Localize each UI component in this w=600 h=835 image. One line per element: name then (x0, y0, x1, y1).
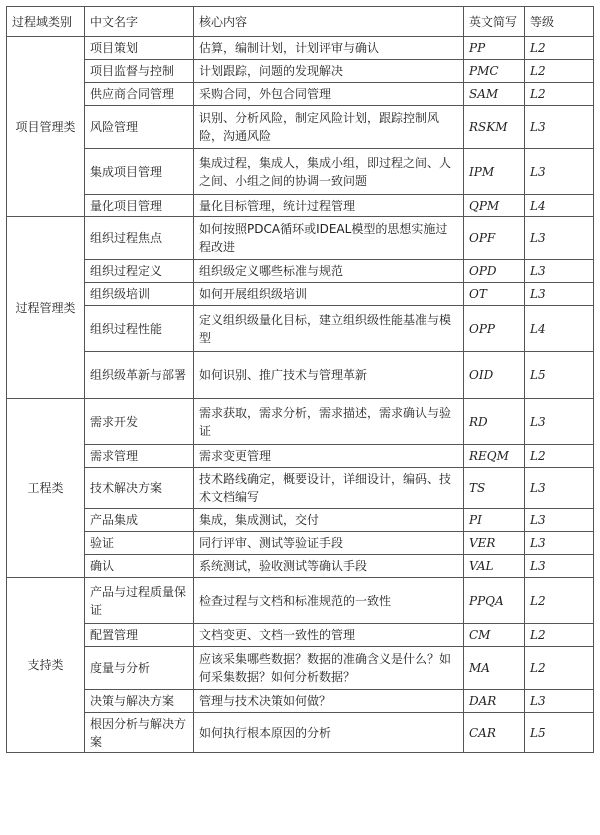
table-row (7, 690, 594, 713)
abbr-cell: MA (464, 647, 525, 690)
header-category: 过程域类别 (7, 7, 85, 37)
header-content: 核心内容 (194, 7, 464, 37)
table-row (7, 578, 594, 624)
content-cell: 如何执行根本原因的分析 (194, 713, 464, 753)
table-row (7, 532, 594, 555)
content-cell: 同行评审、测试等验证手段 (194, 532, 464, 555)
abbr-cell: TS (464, 468, 525, 509)
name-cell: 项目策划 (85, 37, 194, 60)
abbr-cell: OT (464, 283, 525, 306)
table-row (7, 37, 594, 60)
level-cell: L4 (525, 195, 594, 217)
level-cell: L2 (525, 445, 594, 468)
table-row (7, 713, 594, 753)
header-level: 等级 (525, 7, 594, 37)
name-cell: 风险管理 (85, 106, 194, 149)
category-cell: 项目管理类 (7, 37, 85, 217)
content-cell: 集成，集成测试，交付 (194, 509, 464, 532)
abbr-cell: PMC (464, 60, 525, 83)
table-row (7, 445, 594, 468)
level-cell: L3 (525, 555, 594, 578)
table-row (7, 555, 594, 578)
level-cell: L3 (525, 217, 594, 260)
table-row (7, 399, 594, 445)
level-cell: L3 (525, 399, 594, 445)
content-cell: 需求变更管理 (194, 445, 464, 468)
abbr-cell: IPM (464, 149, 525, 195)
abbr-cell: OPF (464, 217, 525, 260)
level-cell: L3 (525, 260, 594, 283)
abbr-cell: CM (464, 624, 525, 647)
abbr-cell: QPM (464, 195, 525, 217)
content-cell: 计划跟踪，问题的发现解决 (194, 60, 464, 83)
name-cell: 组织过程性能 (85, 306, 194, 352)
content-cell: 管理与技术决策如何做？ (194, 690, 464, 713)
name-cell: 需求开发 (85, 399, 194, 445)
abbr-cell: VAL (464, 555, 525, 578)
name-cell: 组织过程定义 (85, 260, 194, 283)
header-abbr: 英文简写 (464, 7, 525, 37)
header-row (7, 7, 594, 37)
abbr-cell: OID (464, 352, 525, 399)
level-cell: L3 (525, 532, 594, 555)
abbr-cell: RSKM (464, 106, 525, 149)
level-cell: L3 (525, 106, 594, 149)
level-cell: L3 (525, 468, 594, 509)
content-cell: 文档变更、文档一致性的管理 (194, 624, 464, 647)
level-cell: L2 (525, 83, 594, 106)
level-cell: L2 (525, 624, 594, 647)
level-cell: L2 (525, 578, 594, 624)
level-cell: L3 (525, 283, 594, 306)
name-cell: 集成项目管理 (85, 149, 194, 195)
level-cell: L2 (525, 37, 594, 60)
table-row (7, 624, 594, 647)
abbr-cell: CAR (464, 713, 525, 753)
category-cell: 工程类 (7, 399, 85, 578)
content-cell: 技术路线确定，概要设计，详细设计，编码、技术文档编写 (194, 468, 464, 509)
table-row (7, 149, 594, 195)
name-cell: 需求管理 (85, 445, 194, 468)
name-cell: 量化项目管理 (85, 195, 194, 217)
category-cell: 过程管理类 (7, 217, 85, 399)
content-cell: 需求获取，需求分析，需求描述，需求确认与验证 (194, 399, 464, 445)
content-cell: 量化目标管理，统计过程管理 (194, 195, 464, 217)
abbr-cell: SAM (464, 83, 525, 106)
content-cell: 如何开展组织级培训 (194, 283, 464, 306)
name-cell: 配置管理 (85, 624, 194, 647)
name-cell: 供应商合同管理 (85, 83, 194, 106)
table-row (7, 306, 594, 352)
level-cell: L3 (525, 149, 594, 195)
abbr-cell: VER (464, 532, 525, 555)
table-row (7, 283, 594, 306)
content-cell: 采购合同，外包合同管理 (194, 83, 464, 106)
name-cell: 组织级培训 (85, 283, 194, 306)
table-row (7, 217, 594, 260)
content-cell: 如何识别、推广技术与管理革新 (194, 352, 464, 399)
level-cell: L5 (525, 352, 594, 399)
name-cell: 验证 (85, 532, 194, 555)
content-cell: 识别、分析风险，制定风险计划，跟踪控制风险，沟通风险 (194, 106, 464, 149)
name-cell: 度量与分析 (85, 647, 194, 690)
level-cell: L3 (525, 690, 594, 713)
table-row (7, 352, 594, 399)
content-cell: 系统测试，验收测试等确认手段 (194, 555, 464, 578)
abbr-cell: OPD (464, 260, 525, 283)
abbr-cell: REQM (464, 445, 525, 468)
abbr-cell: DAR (464, 690, 525, 713)
name-cell: 项目监督与控制 (85, 60, 194, 83)
content-cell: 检查过程与文档和标准规范的一致性 (194, 578, 464, 624)
content-cell: 集成过程，集成人，集成小组，即过程之间、人之间、小组之间的协调一致问题 (194, 149, 464, 195)
abbr-cell: RD (464, 399, 525, 445)
content-cell: 估算，编制计划，计划评审与确认 (194, 37, 464, 60)
name-cell: 产品集成 (85, 509, 194, 532)
content-cell: 定义组织级量化目标，建立组织级性能基准与模型 (194, 306, 464, 352)
table-row (7, 647, 594, 690)
name-cell: 决策与解决方案 (85, 690, 194, 713)
name-cell: 根因分析与解决方案 (85, 713, 194, 753)
content-cell: 如何按照PDCA循环或IDEAL模型的思想实施过程改进 (194, 217, 464, 260)
content-cell: 应该采集哪些数据？数据的准确含义是什么？如何采集数据？如何分析数据？ (194, 647, 464, 690)
header-name: 中文名字 (85, 7, 194, 37)
level-cell: L4 (525, 306, 594, 352)
name-cell: 组织过程焦点 (85, 217, 194, 260)
abbr-cell: PP (464, 37, 525, 60)
abbr-cell: PPQA (464, 578, 525, 624)
level-cell: L5 (525, 713, 594, 753)
table-row (7, 260, 594, 283)
table-row (7, 83, 594, 106)
level-cell: L2 (525, 647, 594, 690)
name-cell: 确认 (85, 555, 194, 578)
process-area-table (6, 6, 594, 753)
table-row (7, 60, 594, 83)
name-cell: 组织级革新与部署 (85, 352, 194, 399)
level-cell: L2 (525, 60, 594, 83)
abbr-cell: PI (464, 509, 525, 532)
table-row (7, 195, 594, 217)
abbr-cell: OPP (464, 306, 525, 352)
level-cell: L3 (525, 509, 594, 532)
table-row (7, 509, 594, 532)
name-cell: 产品与过程质量保证 (85, 578, 194, 624)
category-cell: 支持类 (7, 578, 85, 753)
table-row (7, 468, 594, 509)
content-cell: 组织级定义哪些标准与规范 (194, 260, 464, 283)
table-row (7, 106, 594, 149)
name-cell: 技术解决方案 (85, 468, 194, 509)
